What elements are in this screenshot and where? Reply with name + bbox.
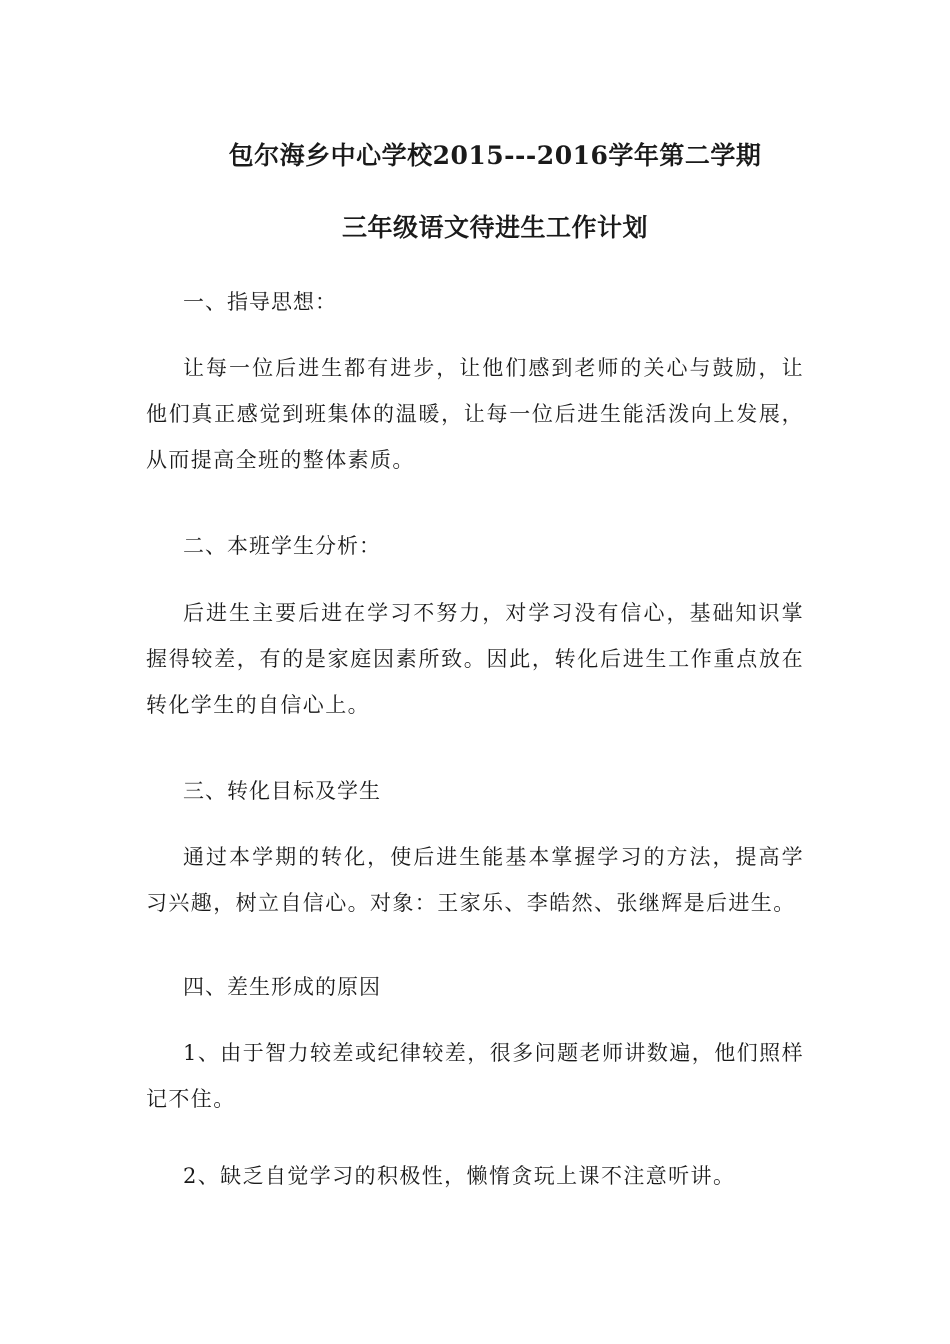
document-title-line2: 三年级语文待进生工作计划 — [341, 213, 648, 242]
section-heading-2: 二、本班学生分析： — [183, 534, 381, 558]
section-heading-4: 四、差生形成的原因 — [183, 975, 381, 999]
list-item: 2、缺乏自觉学习的积极性，懒惰贪玩上课不注意听讲。 — [183, 1164, 736, 1188]
section-paragraph-1: 让每一位后进生都有进步，让他们感到老师的关心与鼓励，让他们真正感觉到班集体的温暖，让每一位后进生能活泼向上发展，从而提高全班的整体素质。 — [146, 356, 804, 472]
list-item: 1、由于智力较差或纪律较差，很多问题老师讲数遍，他们照样记不住。 — [146, 1041, 804, 1111]
section-heading-3: 三、转化目标及学生 — [183, 779, 381, 803]
section-paragraph-2: 后进生主要后进在学习不努力，对学习没有信心，基础知识掌握得较差，有的是家庭因素所致。因此，转化后进生工作重点放在转化学生的自信心上。 — [146, 601, 804, 717]
section-heading-1: 一、指导思想： — [183, 290, 337, 314]
document-title-line1: 包尔海乡中心学校2015---2016学年第二学期 — [228, 141, 762, 170]
section-paragraph-3: 通过本学期的转化，使后进生能基本掌握学习的方法，提高学习兴趣，树立自信心。对象：王家乐、李皓然、张继辉是后进生。 — [146, 845, 804, 915]
